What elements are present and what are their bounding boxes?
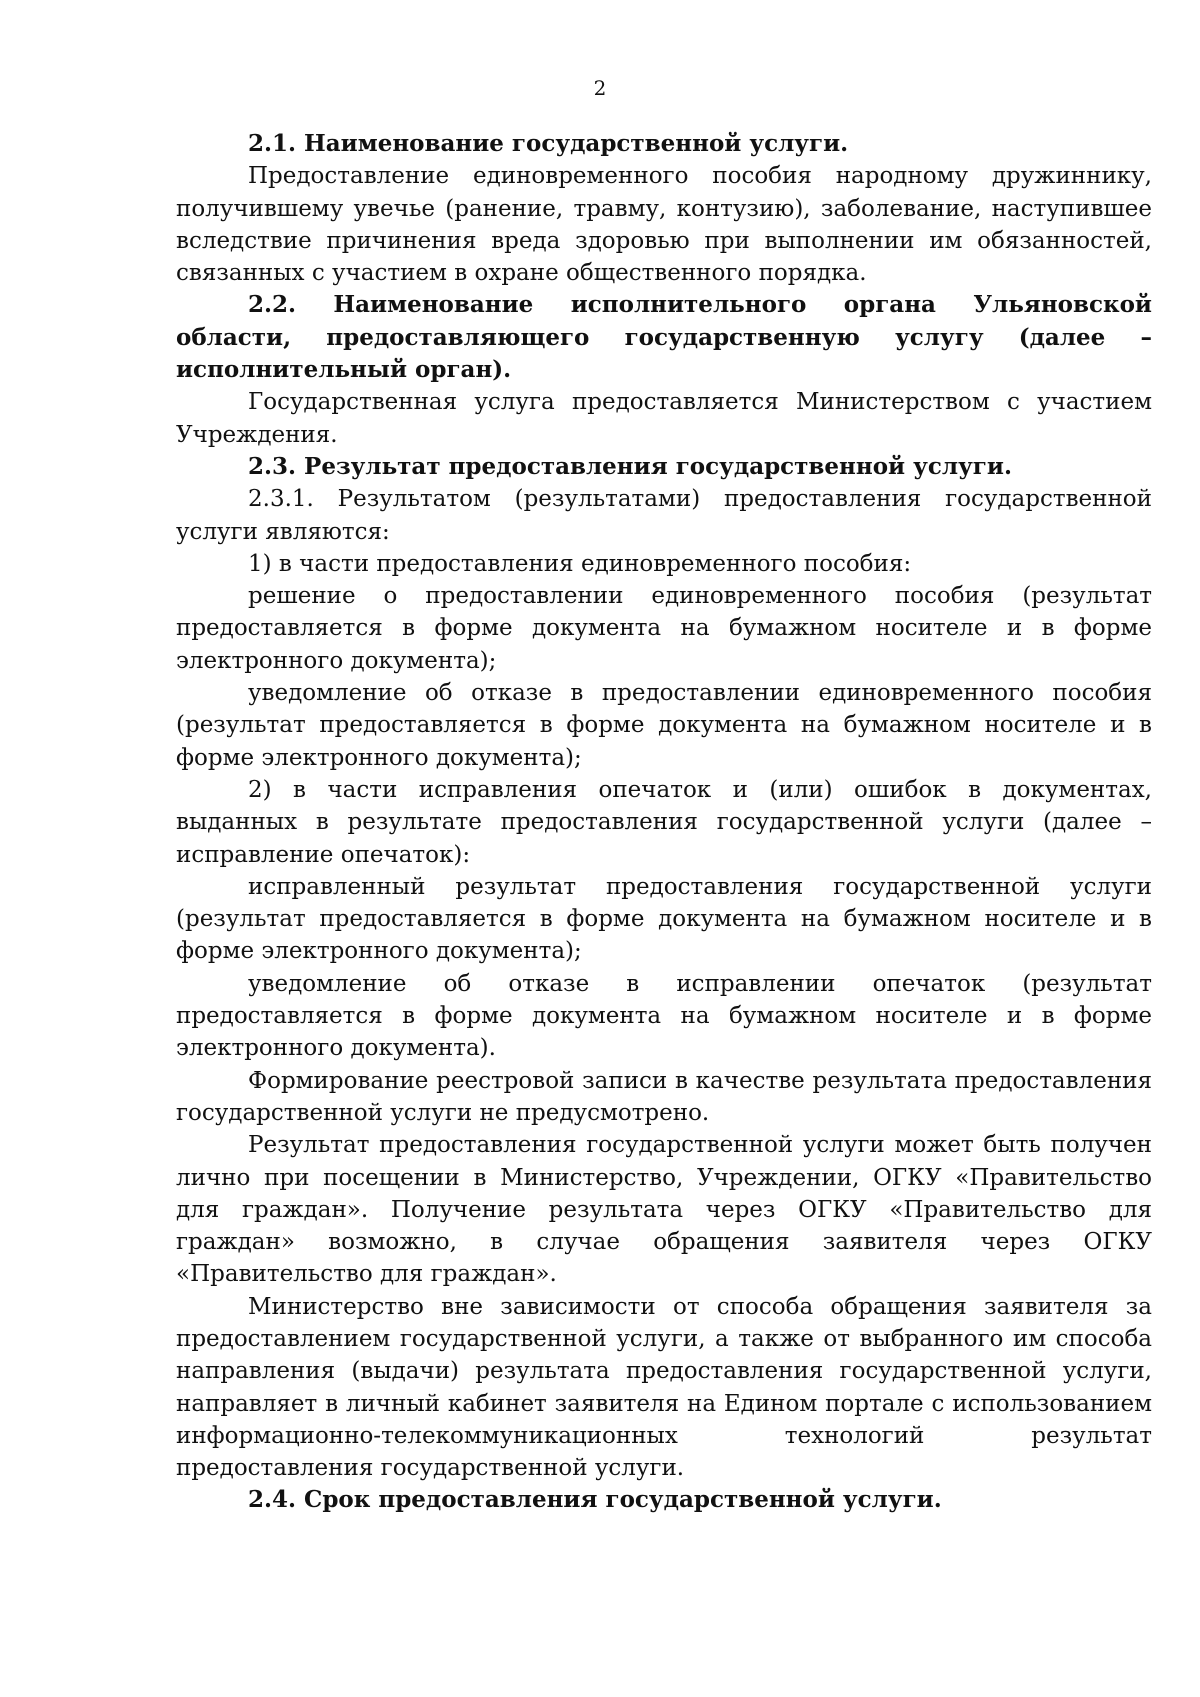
paragraph-correction-refusal: уведомление об отказе в исправлении опечаток (результат предоставляется в форме документа на бумажном носителе и в форме электронного документа). [176, 970, 1152, 1062]
paragraph-result-receipt: Результат предоставления государственной услуги может быть получен лично при посещении в Министерство, Учреждении, ОГКУ «Правительство для граждан». Получение результата через ОГКУ «Правительство для граждан» возможно, в случае обращения заявителя через ОГКУ «Правительство для граждан». [176, 1132, 1152, 1288]
paragraph-decision: решение о предоставлении единовременного пособия (результат предоставляется в форме документа на бумажном носителе и в форме электронного документа); [176, 583, 1152, 674]
paragraph-personal-cabinet: Министерство вне зависимости от способа обращения заявителя за предоставлением государственной услуги, а также от выбранного им способа направления (выдачи) результата предоставления государственной услуги, направляет в личный кабинет заявителя на Едином портале с использованием информационно-телекоммуникационных технологий результат предоставления государственной услуги. [176, 1293, 1152, 1482]
paragraph-item-1: 1) в части предоставления единовременного пособия: [248, 550, 912, 577]
section-heading-2-4: 2.4. Срок предоставления государственной услуги. [248, 1486, 942, 1514]
page-number: 2 [593, 76, 607, 100]
section-heading-2-1: 2.1. Наименование государственной услуги. [248, 130, 849, 157]
paragraph-registry-record: Формирование реестровой записи в качестве результата предоставления государственной услуги не предусмотрено. [176, 1067, 1152, 1126]
paragraph-item-2: 2) в части исправления опечаток и (или) ошибок в документах, выданных в результате предоставления государственной услуги (далее – исправление опечаток): [176, 776, 1152, 868]
section-heading-2-2: 2.2. Наименование исполнительного органа Ульяновской области, предоставляющего государственную услугу (далее – исполнительный орган). [176, 291, 1152, 384]
section-heading-2-3: 2.3. Результат предоставления государственной услуги. [248, 452, 1012, 480]
paragraph-corrected-result: исправленный результат предоставления государственной услуги (результат предоставляется в форме документа на бумажном носителе и в форме электронного документа); [176, 873, 1152, 965]
paragraph-2-3-1: 2.3.1. Результатом (результатами) предоставления государственной услуги являются: [176, 486, 1152, 545]
paragraph-executive-body: Государственная услуга предоставляется Министерством с участием Учреждения. [176, 389, 1152, 448]
paragraph-refusal-notice: уведомление об отказе в предоставлении единовременного пособия (результат предоставляется в форме документа на бумажном носителе и в форме электронного документа); [176, 680, 1152, 771]
document-body [176, 128, 1152, 1517]
paragraph-service-name: Предоставление единовременного пособия народному дружиннику, получившему увечье (ранение, травму, контузию), заболевание, наступившее вследствие причинения вреда здоровью при выполнении им обязанностей, связанных с участием в охране общественного порядка. [176, 163, 1152, 287]
